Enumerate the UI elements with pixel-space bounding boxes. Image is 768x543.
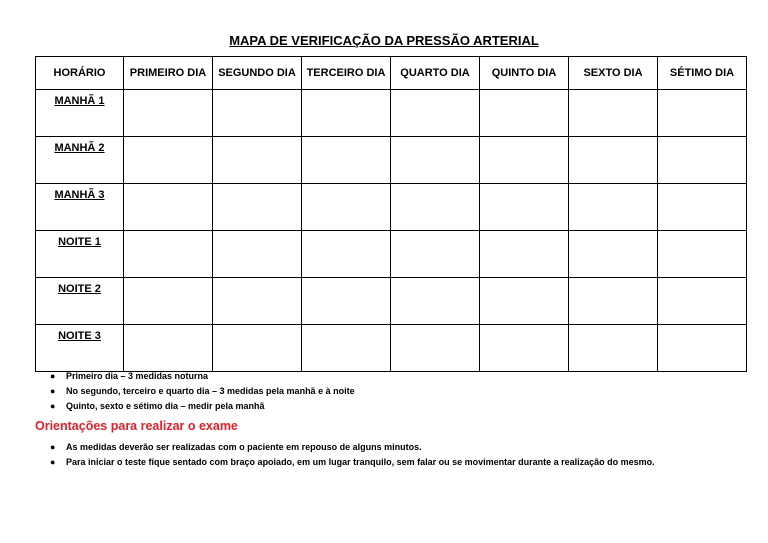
orientation-text: As medidas deverão ser realizadas com o paciente em repouso de alguns minutos. [66,442,422,452]
list-item [50,455,655,470]
table-cell[interactable] [302,90,391,137]
table-row [36,325,747,372]
table-cell[interactable] [658,137,747,184]
note-text: No segundo, terceiro e quarto dia – 3 medidas pela manhã e à noite [66,386,355,396]
row-label-manha-3: MANHÃ 3 [36,184,124,231]
list-item [50,399,355,414]
table-cell[interactable] [213,278,302,325]
table-cell[interactable] [302,231,391,278]
column-header-terceiro-dia: TERCEIRO DIA [302,57,391,90]
row-label-noite-3: NOITE 3 [36,325,124,372]
table-cell[interactable] [124,231,213,278]
table-cell[interactable] [569,137,658,184]
table-cell[interactable] [124,184,213,231]
list-item [50,369,355,384]
table-header-row [36,57,747,90]
table-cell[interactable] [124,90,213,137]
bullet-icon: ● [50,401,56,411]
table-cell[interactable] [391,184,480,231]
row-label-noite-2: NOITE 2 [36,278,124,325]
table-cell[interactable] [302,184,391,231]
page-title: MAPA DE VERIFICAÇÃO DA PRESSÃO ARTERIAL [229,33,539,48]
table-cell[interactable] [480,231,569,278]
table-cell[interactable] [213,184,302,231]
column-header-quarto-dia: QUARTO DIA [391,57,480,90]
table-row [36,137,747,184]
table-cell[interactable] [391,90,480,137]
column-header-primeiro-dia: PRIMEIRO DIA [124,57,213,90]
note-text: Primeiro dia – 3 medidas noturna [66,371,209,381]
row-label-noite-1: NOITE 1 [36,231,124,278]
table-cell[interactable] [391,231,480,278]
table-row [36,278,747,325]
table-cell[interactable] [213,325,302,372]
table-cell[interactable] [124,137,213,184]
table-cell[interactable] [213,90,302,137]
table-cell[interactable] [480,278,569,325]
table-row [36,90,747,137]
table-cell[interactable] [213,231,302,278]
bullet-icon: ● [50,457,56,467]
column-header-segundo-dia: SEGUNDO DIA [213,57,302,90]
list-item [50,440,655,455]
table-cell[interactable] [302,325,391,372]
table-cell[interactable] [213,137,302,184]
table-row [36,184,747,231]
table-cell[interactable] [658,231,747,278]
table-cell[interactable] [480,325,569,372]
orientation-heading: Orientações para realizar o exame [35,419,238,433]
table-cell[interactable] [569,184,658,231]
bullet-icon: ● [50,442,56,452]
notes-list [50,369,355,414]
column-header-horario: HORÁRIO [36,57,124,90]
table-cell[interactable] [391,137,480,184]
table-cell[interactable] [658,325,747,372]
table-cell[interactable] [480,184,569,231]
list-item [50,384,355,399]
table-cell[interactable] [124,325,213,372]
table-cell[interactable] [391,278,480,325]
column-header-setimo-dia: SÉTIMO DIA [658,57,747,90]
bullet-icon: ● [50,386,56,396]
column-header-sexto-dia: SEXTO DIA [569,57,658,90]
table-cell[interactable] [658,278,747,325]
row-label-manha-1: MANHÃ 1 [36,90,124,137]
table-cell[interactable] [124,278,213,325]
bullet-icon: ● [50,371,56,381]
table-cell[interactable] [569,90,658,137]
table-cell[interactable] [658,184,747,231]
table-row [36,231,747,278]
table-cell[interactable] [302,278,391,325]
table-cell[interactable] [569,231,658,278]
orientation-list [50,440,655,470]
table-cell[interactable] [658,90,747,137]
table-cell[interactable] [480,137,569,184]
blood-pressure-table [35,56,747,372]
table-cell[interactable] [480,90,569,137]
orientation-text: Para iniciar o teste fique sentado com braço apoiado, em um lugar tranquilo, sem falar ou se movimentar durante a realização do mesmo. [66,457,655,467]
row-label-manha-2: MANHÃ 2 [36,137,124,184]
table-cell[interactable] [302,137,391,184]
note-text: Quinto, sexto e sétimo dia – medir pela manhã [66,401,265,411]
column-header-quinto-dia: QUINTO DIA [480,57,569,90]
table-cell[interactable] [391,325,480,372]
table-cell[interactable] [569,325,658,372]
table-cell[interactable] [569,278,658,325]
